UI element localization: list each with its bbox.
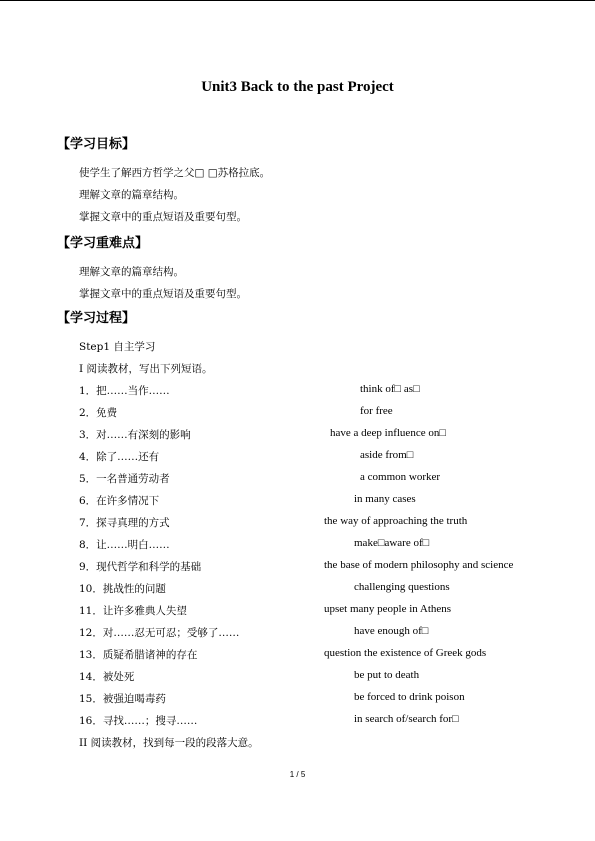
goal-item: 掌握文章中的重点短语及重要句型。: [79, 211, 247, 223]
phrase-en: in many cases: [354, 493, 416, 505]
phrase-zh: 2．免费: [79, 407, 118, 419]
phrase-zh: 5．一名普通劳动者: [79, 473, 170, 485]
phrase-zh: 14．被处死: [79, 671, 135, 683]
goal-item: 使学生了解西方哲学之父□ □苏格拉底。: [79, 167, 271, 179]
task2-label: II 阅读教材，找到每一段的段落大意。: [79, 737, 259, 749]
goals-heading: 【学习目标】: [57, 137, 136, 152]
phrase-en: a common worker: [360, 471, 441, 483]
phrase-en: upset many people in Athens: [324, 603, 452, 615]
phrase-zh: 15．被强迫喝毒药: [79, 693, 166, 705]
key-point-item: 理解文章的篇章结构。: [79, 266, 184, 278]
phrase-en: the base of modern philosophy and science: [324, 559, 514, 571]
phrase-en: be put to death: [354, 669, 420, 681]
phrase-en: think of□ as□: [360, 383, 420, 395]
phrase-en: have a deep influence on□: [330, 427, 446, 439]
document-title: Unit3 Back to the past Project: [201, 79, 394, 95]
phrase-zh: 10．挑战性的问题: [79, 583, 166, 595]
task1-label: I 阅读教材，写出下列短语。: [79, 363, 213, 375]
phrase-zh: 12．对……忍无可忍；受够了……: [79, 627, 240, 639]
phrase-zh: 8．让……明白……: [79, 539, 170, 551]
step1-label: Step1 自主学习: [79, 341, 156, 353]
phrase-en: challenging questions: [354, 581, 450, 593]
phrase-zh: 1．把……当作……: [79, 385, 170, 397]
phrase-en: have enough of□: [354, 625, 429, 637]
goal-item: 理解文章的篇章结构。: [79, 189, 184, 201]
key-point-item: 掌握文章中的重点短语及重要句型。: [79, 288, 247, 300]
phrase-zh: 7．探寻真理的方式: [79, 517, 170, 529]
process-heading: 【学习过程】: [57, 311, 136, 326]
phrase-zh: 3．对……有深刻的影响: [79, 429, 191, 441]
phrase-en: question the existence of Greek gods: [324, 647, 487, 659]
phrase-zh: 6．在许多情况下: [79, 495, 160, 507]
phrase-en: in search of/search for□: [354, 713, 459, 725]
key-points-heading: 【学习重难点】: [57, 236, 149, 251]
phrase-en: for free: [360, 405, 393, 417]
phrase-en: aside from□: [360, 449, 414, 461]
top-rule: [0, 0, 595, 1]
page-number: 1 / 5: [289, 770, 306, 779]
phrase-zh: 9．现代哲学和科学的基础: [79, 561, 202, 573]
phrase-zh: 13．质疑希腊诸神的存在: [79, 649, 198, 661]
phrase-zh: 4．除了……还有: [79, 451, 160, 463]
phrase-zh: 16．寻找……；搜寻……: [79, 715, 198, 727]
phrase-en: make□aware of□: [354, 537, 430, 549]
phrase-en: the way of approaching the truth: [324, 515, 468, 527]
phrase-en: be forced to drink poison: [354, 691, 465, 703]
phrase-zh: 11．让许多雅典人失望: [79, 605, 187, 617]
